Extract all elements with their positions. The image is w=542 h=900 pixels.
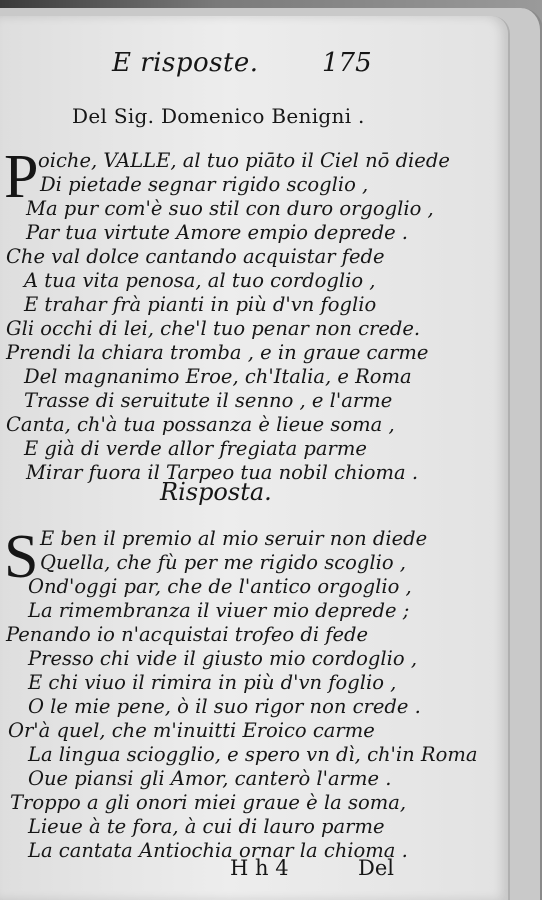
response-line: O le mie pene, ò il suo rigor non crede .: [28, 695, 421, 718]
response-line: Ond'oggi par, che de l'antico orgoglio ,: [28, 575, 412, 598]
poem-line: Canta, ch'à tua possanza è lieue soma ,: [6, 413, 395, 436]
poem-line: Mirar fuora il Tarpeo tua nobil chioma .: [26, 461, 419, 484]
response-line: E chi viuo il rimira in più d'vn foglio ,: [28, 671, 397, 694]
poem-heading: Del Sig. Domenico Benigni .: [72, 104, 365, 128]
response-line: La lingua sciogglio, e spero vn dì, ch'in Roma: [28, 743, 478, 766]
response-line: Lieue à te fora, à cui di lauro parme: [28, 815, 385, 838]
poem-dropcap: P: [4, 143, 39, 211]
response-line: Penando io n'acquistai trofeo di fede: [6, 623, 369, 646]
poem-line: Gli occhi di lei, che'l tuo penar non crede.: [6, 317, 421, 340]
running-title: E risposte.: [112, 48, 259, 78]
response-line: Presso chi vide il giusto mio cordoglio ,: [28, 647, 418, 670]
poem-line: A tua vita penosa, al tuo cordoglio ,: [24, 269, 376, 292]
running-header: [0, 48, 508, 82]
catchword: Del: [358, 856, 394, 880]
response-line: Quella, che fù per me rigido scoglio ,: [40, 551, 407, 574]
poem-line: E già di verde allor fregiata parme: [24, 437, 367, 460]
poem-line: oiche, VALLE, al tuo piāto il Ciel nō diede: [38, 149, 450, 172]
response-line: Or'à quel, che m'inuitti Eroico carme: [8, 719, 375, 742]
poem-line: Di pietade segnar rigido scoglio ,: [40, 173, 369, 196]
poem-line: Prendi la chiara tromba , e in graue carme: [6, 341, 429, 364]
response-heading: Risposta.: [160, 478, 272, 506]
signature-mark: H h 4: [230, 856, 289, 880]
response-line: La rimembranza il viuer mio deprede ;: [28, 599, 410, 622]
poem-line: Ma pur com'è suo stil con duro orgoglio ,: [26, 197, 434, 220]
poem-line: Del magnanimo Eroe, ch'Italia, e Roma: [24, 365, 412, 388]
page-number: 175: [322, 48, 372, 78]
response-line: Oue piansi gli Amor, canterò l'arme .: [28, 767, 392, 790]
response-line: Troppo a gli onori miei graue è la soma,: [10, 791, 407, 814]
response-line: E ben il premio al mio seruir non diede: [40, 527, 428, 550]
poem-line: Par tua virtute Amore empio deprede .: [26, 221, 409, 244]
poem-line: Trasse di seruitute il senno , e l'arme: [24, 389, 393, 412]
response-dropcap: S: [4, 523, 39, 591]
poem-line: E trahar frà pianti in più d'vn foglio: [24, 293, 377, 316]
poem-line: Che val dolce cantando acquistar fede: [6, 245, 385, 268]
response-line: La cantata Antiochia ornar la chioma .: [28, 839, 408, 862]
